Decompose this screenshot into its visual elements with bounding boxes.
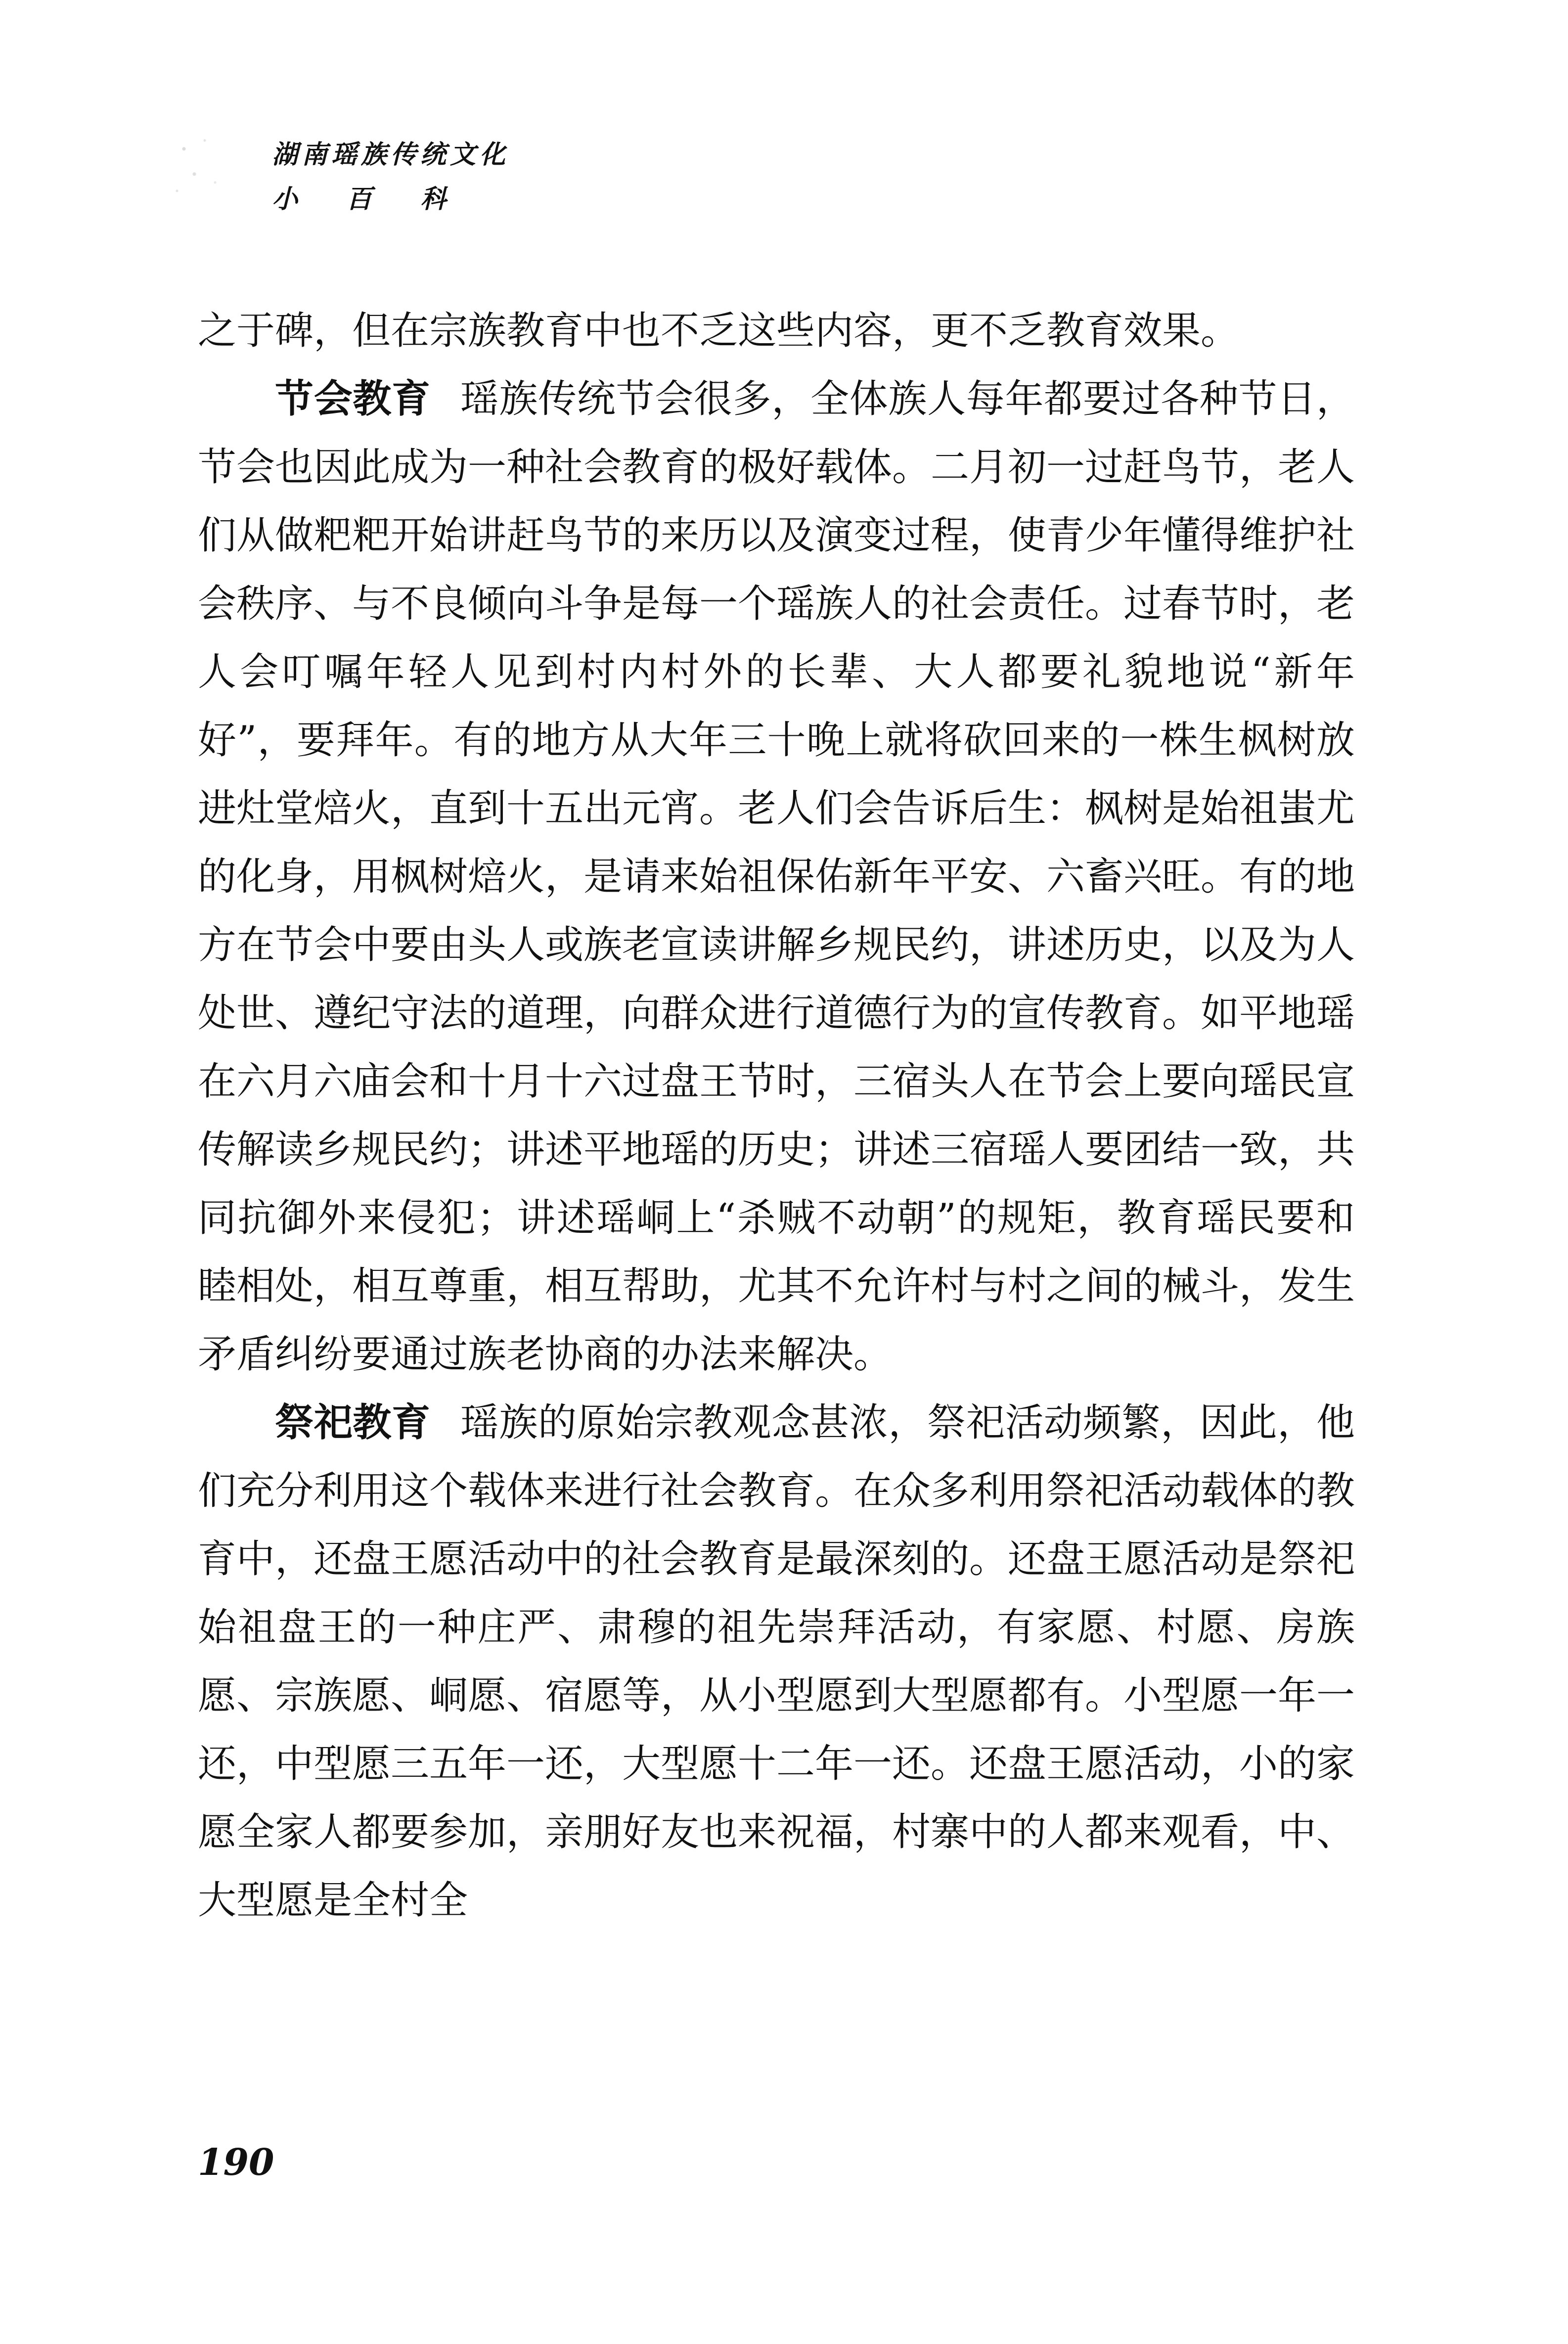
header-ornament-decoration	[163, 124, 232, 208]
section-text: 瑶族传统节会很多，全体族人每年都要过各种节日，节会也因此成为一种社会教育的极好载体。二月初一过赶鸟节，老人们从做粑粑开始讲赶鸟节的来历以及演变过程，使青少年懂得维护社会秩序、与不良倾向斗争是每一个瑶族人的社会责任。过春节时，老人会叮嘱年轻人见到村内村外的长辈、大人都要礼貌地说“新年好”，要拜年。有的地方从大年三十晚上就将砍回来的一株生枫树放进灶堂焙火，直到十五出元宵。老人们会告诉后生：枫树是始祖蚩尤的化身，用枫树焙火，是请来始祖保佑新年平安、六畜兴旺。有的地方在节会中要由头人或族老宣读讲解乡规民约，讲述历史，以及为人处世、遵纪守法的道理，向群众进行道德行为的宣传教育。如平地瑶在六月六庙会和十月十六过盘王节时，三宿头人在节会上要向瑶民宣传解读乡规民约；讲述平地瑶的历史；讲述三宿瑶人要团结一致，共同抗御外来侵犯；讲述瑶峒上“杀贼不动朝”的规矩，教育瑶民要和睦相处，相互尊重，相互帮助，尤其不允许村与村之间的械斗，发生矛盾纠纷要通过族老协商的办法来解决。	[198, 377, 1355, 1377]
section-paragraph-festival-education	[198, 365, 1355, 1389]
section-text: 瑶族的原始宗教观念甚浓，祭祀活动频繁，因此，他们充分利用这个载体来进行社会教育。在众多利用祭祀活动载体的教育中，还盘王愿活动中的社会教育是最深刻的。还盘王愿活动是祭祀始祖盘王的一种庄严、肃穆的祖先崇拜活动，有家愿、村愿、房族愿、宗族愿、峒愿、宿愿等，从小型愿到大型愿都有。小型愿一年一还，中型愿三五年一还，大型愿十二年一还。还盘王愿活动，小的家愿全家人都要参加，亲朋好友也来祝福，村寨中的人都来观看，中、大型愿是全村全	[198, 1400, 1355, 1923]
section-term: 节会教育	[275, 377, 431, 421]
continuation-paragraph: 之于碑，但在宗族教育中也不乏这些内容，更不乏教育效果。	[198, 309, 1240, 353]
section-paragraph-sacrifice-education	[198, 1389, 1355, 1935]
book-title: 湖南瑶族传统文化	[272, 139, 510, 170]
series-title: 小 百 科	[272, 184, 466, 214]
section-term: 祭祀教育	[275, 1400, 431, 1445]
body-text	[198, 297, 1355, 1935]
page-number: 190	[198, 2141, 274, 2184]
